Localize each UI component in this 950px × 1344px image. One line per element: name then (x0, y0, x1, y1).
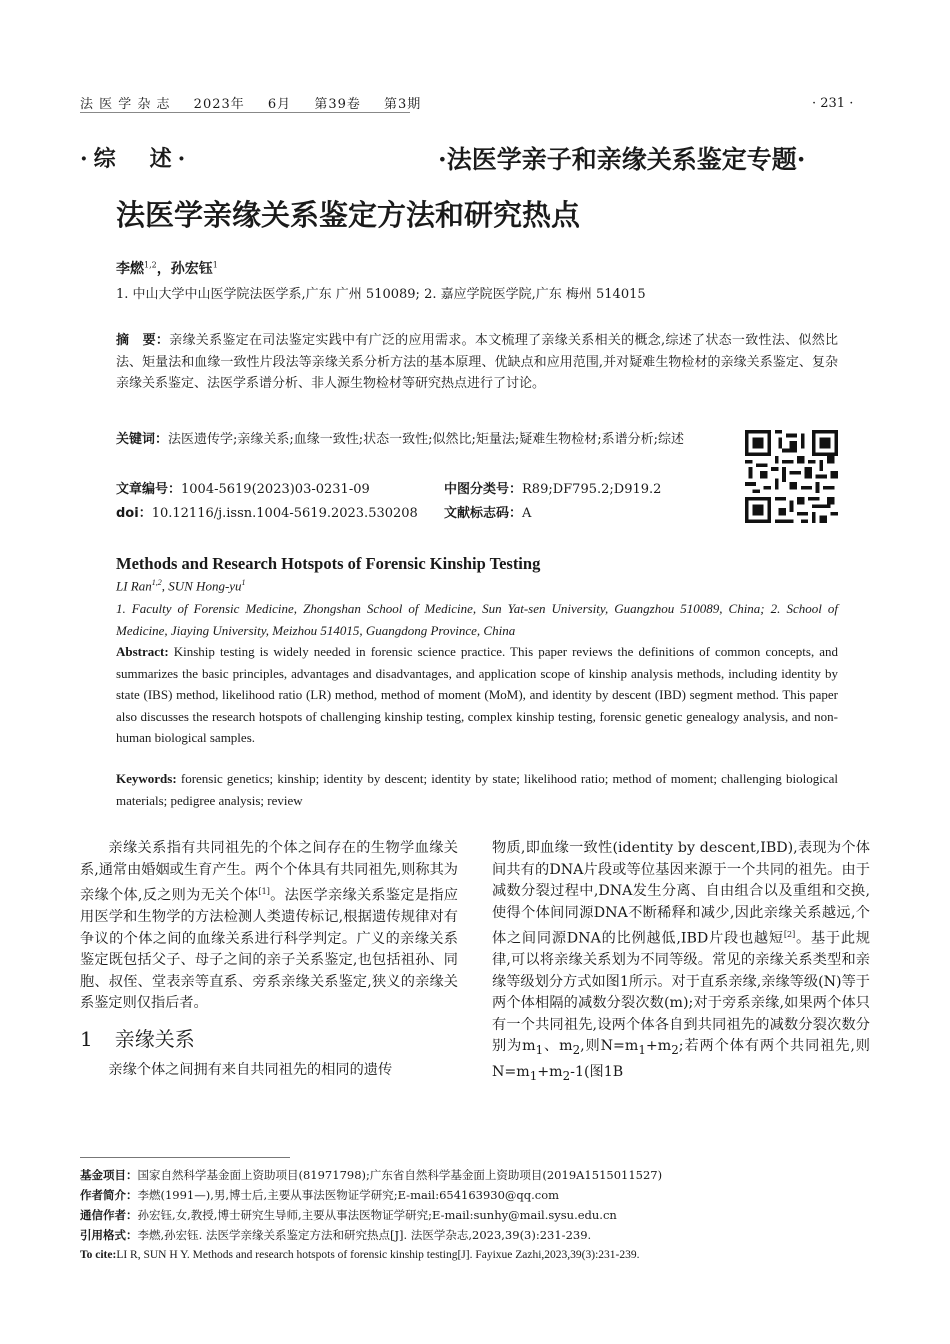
footnote-label: 作者简介： (80, 1188, 138, 1202)
doc-code-label: 文献标志码： (444, 506, 523, 521)
footnote-author (80, 1185, 870, 1205)
issue-volume: 第39卷 (314, 97, 361, 112)
body-paragraph (492, 838, 870, 1087)
body-text: +m (645, 1038, 672, 1055)
section-number: 1 (80, 1026, 93, 1051)
affiliations-cn: 1. 中山大学中山医学院法医学系,广东 广州 510089; 2. 嘉应学院医学院,广东 梅州 514015 (116, 287, 646, 302)
footnote-text: 国家自然科学基金面上资助项目(81971798);广东省自然科学基金面上资助项目(2019A1515011527) (137, 1168, 663, 1182)
subscript: 2 (671, 1043, 679, 1058)
author-separator: ， (156, 261, 171, 277)
footnote-label: 通信作者： (80, 1208, 138, 1222)
body-paragraph: 亲缘个体之间拥有来自共同祖先的相同的遗传 (108, 1062, 393, 1079)
body-text: 。法医学亲缘关系鉴定是指应用医学和生物学的方法检测人类遗传标记,根据遗传规律对有争议的个体之间的血缘关系进行科学判定。广义的亲缘关系鉴定既包括父子、母子之间的亲子关系鉴定,也包括祖孙、同胞、叔侄、堂表亲等直系、旁系亲缘关系鉴定,狭义的亲缘关系鉴定则仅指后者。 (80, 887, 458, 1012)
footnote-label: To cite: (80, 1249, 117, 1261)
issue-month: 6月 (267, 97, 292, 112)
article-meta-row-1 (116, 479, 736, 501)
header-divider (80, 112, 410, 113)
citation-ref: [1] (258, 887, 270, 896)
journal-name: 法 医 学 杂 志 (80, 97, 171, 112)
author-1-affil: 1,2 (144, 260, 157, 270)
subscript: 1 (529, 1068, 538, 1083)
keywords-cn-text: 法医遗传学;亲缘关系;血缘一致性;状态一致性;似然比;矩量法;疑难生物检材;系谱分析;综述 (168, 432, 685, 447)
affiliations-en: 1. Faculty of Forensic Medicine, Zhongshan School of Medicine, Sun Yat-sen University, Guangzhou 510089, China; 2. School of Medicine, Jiaying University, Meizhou 514015, Guangdong Province, China (116, 601, 838, 638)
body-text: 亲缘关系指有共同祖先的个体之间存在的生物学血缘关系,通常由婚姻或生育产生。两个个体具有共同祖先,则称其为亲缘个体,反之则为无关个体 (80, 840, 458, 904)
abstract-en (116, 641, 838, 749)
footnote-text: 李燃(1991—),男,博士后,主要从事法医物证学研究;E-mail:654163930@qq.com (137, 1188, 560, 1202)
body-column-right (492, 838, 870, 1087)
author-2-affil: 1 (212, 260, 218, 270)
body-paragraph (80, 838, 458, 1015)
article-no-label: 文章编号： (116, 482, 182, 497)
body-column-left (80, 838, 458, 1082)
body-text: 、m (543, 1038, 573, 1055)
body-text: 。基于此规律,可以将亲缘关系划为不同等级。常见的亲缘关系类型和亲缘等级划分方式如图1所示。对于直系亲缘,亲缘等级(N)等于两个体相隔的减数分裂次数(m);对于旁系亲缘,如果两个体只有一个共同祖先,设两个体各自到共同祖先的减数分裂次数分别为m (492, 930, 870, 1055)
footnote-text: 孙宏钰,女,教授,博士研究生导师,主要从事法医物证学研究;E-mail:sunhy@mail.sysu.edu.cn (137, 1208, 617, 1222)
keywords-cn-label: 关键词： (116, 432, 169, 447)
body-text: ;若两个体有两个共同祖先,则N=m (492, 1038, 870, 1080)
special-topic-heading: ·法医学亲子和亲缘关系鉴定专题· (438, 145, 806, 174)
author-en-separator: , (161, 578, 169, 594)
footnotes (80, 1165, 870, 1265)
footnote-citation-en (80, 1245, 870, 1265)
authors-en (116, 578, 246, 594)
doi-label: doi： (116, 506, 152, 521)
author-1-en: LI Ran (116, 578, 152, 594)
authors-cn (116, 258, 218, 278)
keywords-en-text: forensic genetics; kinship; identity by descent; identity by state; likelihood ratio; method of moment; challenging biological materials; pedigree analysis; review (116, 771, 838, 808)
author-2-en-affil: 1 (241, 578, 246, 587)
footnote-label: 引用格式： (80, 1228, 138, 1242)
abstract-cn-label: 摘 要： (116, 333, 170, 348)
doi-value: 10.12116/j.issn.1004-5619.2023.530208 (151, 506, 418, 521)
keywords-en-label: Keywords: (116, 771, 177, 786)
footnote-text: 李燃,孙宏钰. 法医学亲缘关系鉴定方法和研究热点[J]. 法医学杂志,2023,39(3):231-239. (137, 1228, 592, 1242)
author-1-en-affil: 1,2 (151, 578, 162, 587)
footnote-text: LI R, SUN H Y. Methods and research hotspots of forensic kinship testing[J]. Fayixue Zazhi,2023,39(3):231-239. (116, 1249, 640, 1261)
section-tag: ·综 述· (80, 146, 192, 172)
body-text: -1(图1B (570, 1063, 624, 1080)
footnote-corresponding (80, 1205, 870, 1225)
footnote-label: 基金项目： (80, 1168, 138, 1182)
author-2: 孙宏钰 (170, 261, 213, 277)
author-2-en: SUN Hong-yu (168, 578, 242, 594)
article-no: 1004-5619(2023)03-0231-09 (181, 482, 370, 497)
article-title-cn: 法医学亲缘关系鉴定方法和研究热点 (116, 198, 581, 232)
subscript: 1 (535, 1043, 544, 1058)
abstract-en-label: Abstract: (116, 644, 169, 659)
abstract-cn (116, 330, 838, 395)
qr-code-icon (745, 430, 838, 523)
clc-label: 中图分类号： (444, 482, 523, 497)
body-text: 物质,即血缘一致性(identity by descent,IBD),表现为个体间共有的DNA片段或等位基因来源于一个共同的祖先。由于减数分裂过程中,DNA发生分离、自由组合以及重组和交换,使得个体间同源DNA不断稀释和减少,因此亲缘关系越远,个体之间同源DNA的比例越低,IBD片段也越短 (492, 840, 870, 947)
subscript: 2 (562, 1068, 571, 1083)
clc-code: R89;DF795.2;D919.2 (522, 482, 662, 497)
subscript: 2 (572, 1043, 581, 1058)
keywords-en (116, 768, 838, 811)
body-text: ,则N=m (580, 1038, 639, 1055)
body-text: +m (537, 1063, 563, 1080)
author-1: 李燃 (116, 261, 144, 277)
article-title-en: Methods and Research Hotspots of Forensic Kinship Testing (116, 554, 541, 573)
doc-code: A (522, 506, 532, 521)
section-heading (80, 1026, 458, 1051)
subscript: 1 (638, 1043, 646, 1058)
issue-year: 2023年 (193, 97, 245, 112)
running-header (80, 93, 439, 112)
issue-number: 第3期 (384, 97, 422, 112)
abstract-en-text: Kinship testing is widely needed in forensic science practice. This paper reviews the definitions of common concepts, and summarizes the basic principles, advantages and disadvantages, and application scope of kinship analysis methods, including identity by state (IBS) method, likelihood ratio (LR) method, method of moment (MoM), and identity by descent (IBD) segment method. This paper also discusses the research hotspots of challenging kinship testing, complex kinship testing, forensic genetic genealogy analysis, and non-human biological samples. (116, 644, 838, 745)
footnote-citation-cn (80, 1225, 870, 1245)
article-meta-row-2 (116, 503, 736, 525)
footnote-fund (80, 1165, 870, 1185)
section-title: 亲缘关系 (114, 1026, 195, 1051)
footnote-divider (80, 1157, 290, 1158)
keywords-cn (116, 429, 736, 451)
citation-ref: [2] (783, 930, 796, 939)
abstract-cn-text: 亲缘关系鉴定在司法鉴定实践中有广泛的应用需求。本文梳理了亲缘关系相关的概念,综述了状态一致性法、似然比法、矩量法和血缘一致性片段法等亲缘关系分析方法的基本原理、优缺点和应用范围,并对疑难生物检材的亲缘关系鉴定、复杂亲缘关系鉴定、法医学系谱分析、非人源生物检材等研究热点进行了讨论。 (116, 333, 838, 391)
page-number: · 231 · (812, 96, 854, 111)
